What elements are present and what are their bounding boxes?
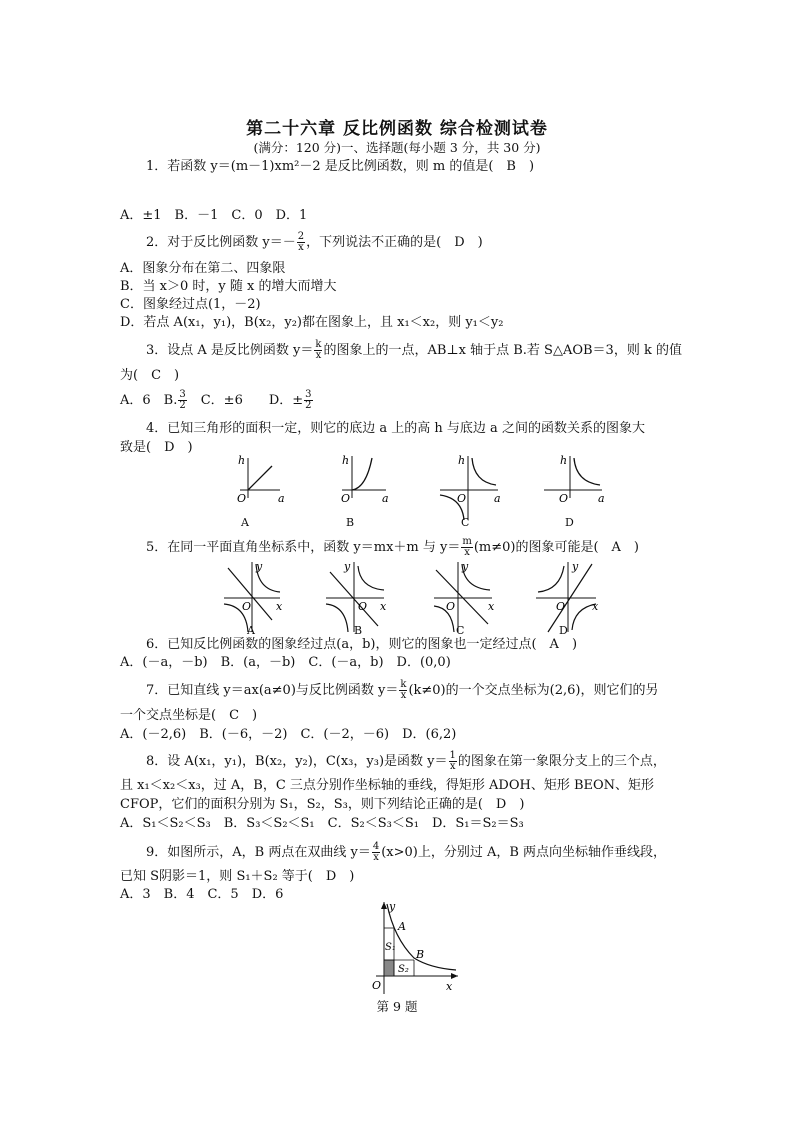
q4-stem-b: 致是( D ) (120, 440, 193, 455)
q3-frac-num: k (315, 339, 322, 350)
q4-b-a: a (382, 492, 389, 505)
q3-opt-b-num: 3 (179, 389, 186, 400)
q7-frac-num: k (400, 679, 407, 690)
q3-opt-d-fraction (304, 390, 312, 411)
q2-option-c: C．图象经过点(1，－2) (120, 297, 261, 312)
q4-d-o: O (559, 492, 569, 505)
q8-stem-d: CFOP，它们的面积分别为 S₁，S₂，S₃，则下列结论正确的是( D ) (120, 797, 525, 812)
page-subtitle: (满分：120 分)一、选择题(每小题 3 分，共 30 分) (253, 140, 541, 155)
q5-graphs (220, 558, 610, 636)
q5-stem (146, 537, 639, 558)
q9-fig-s1: S₁ (385, 942, 396, 953)
q5-c-o: O (446, 600, 456, 613)
q4-a-o: O (237, 492, 247, 505)
q5-b-x: x (380, 600, 387, 613)
q7-options: A．(－2,6) B．(－6，－2) C．(－2，－6) D．(6,2) (120, 727, 457, 742)
q7-fraction (399, 680, 407, 701)
q9-stem-c: 已知 S阴影＝1，则 S₁＋S₂ 等于( D ) (120, 869, 355, 884)
q3-stem-b: 的图象上的一点，AB⊥x 轴于点 B.若 S△AOB＝3，则 k 的值 (323, 343, 682, 358)
q3-stem-c: 为( C ) (120, 368, 180, 383)
q9-fig-b: B (416, 948, 425, 961)
q5-label-b: B (354, 624, 363, 637)
q5-d-y: y (572, 560, 579, 573)
q4-a-a: a (278, 492, 285, 505)
page-title: 第二十六章 反比例函数 综合检测试卷 (246, 119, 548, 139)
q3-opt-mid: C．±6 D．± (187, 393, 304, 408)
q8-options: A．S₁＜S₂＜S₃ B．S₃＜S₂＜S₁ C．S₂＜S₃＜S₁ D．S₁＝S₂＝S₃ (120, 816, 524, 831)
q5-frac-den: x (464, 547, 470, 558)
q9-stem-b: (x>0)上，分别过 A，B 两点向坐标轴作垂线段， (381, 845, 667, 860)
q5-stem-b: (m≠0)的图象可能是( A ) (473, 540, 639, 555)
q5-graph-a (224, 560, 283, 632)
q8-frac-num: 1 (449, 750, 456, 761)
q3-frac-den: x (315, 350, 322, 361)
q4-a-h: h (238, 454, 246, 467)
q4-stem-a: 4．已知三角形的面积一定，则它的底边 a 上的高 h 与底边 a 之间的函数关系的图象大 (146, 421, 645, 436)
q5-a-y: y (256, 560, 263, 573)
q2-option-b: B．当 x＞0 时，y 随 x 的增大而增大 (120, 279, 337, 294)
q3-stem-a: 3．设点 A 是反比例函数 y＝ (146, 343, 314, 358)
q2-frac-num: 2 (297, 231, 305, 242)
q2-stem-a: 2．对于反比例函数 y＝－ (146, 235, 296, 250)
q8-stem-c: 且 x₁＜x₂＜x₃，过 A，B，C 三点分别作坐标轴的垂线，得矩形 ADOH、矩形 BEON、矩形 (120, 778, 655, 793)
q5-graph-d (536, 560, 599, 632)
q5-label-c: C (456, 624, 465, 637)
q9-options: A．3 B．4 C．5 D．6 (120, 887, 284, 902)
q5-label-a: A (247, 624, 255, 637)
q8-stem-b: 的图象在第一象限分支上的三个点， (457, 754, 666, 769)
q4-graph-b (341, 454, 389, 505)
q9-fig-s2: S₂ (398, 964, 409, 975)
q3-fraction (314, 340, 322, 361)
q4-c-h: h (458, 454, 466, 467)
q5-graph-c (434, 560, 495, 632)
q8-frac-den: x (449, 761, 456, 772)
q3-opt-d-den: 2 (305, 400, 312, 411)
q9-stem (146, 842, 666, 863)
q8-stem (146, 751, 666, 772)
q8-stem-a: 8．设 A(x₁，y₁)，B(x₂，y₂)，C(x₃，y₃)是函数 y＝ (146, 754, 448, 769)
q5-b-y: y (344, 560, 351, 573)
q2-option-a: A．图象分布在第二、四象限 (120, 261, 286, 276)
q3-opt-a: A．6 B. (120, 393, 178, 408)
q2-fraction (297, 232, 305, 253)
q2-frac-den: x (298, 242, 304, 253)
q9-frac-num: 4 (372, 841, 380, 852)
q5-stem-a: 5．在同一平面直角坐标系中，函数 y＝mx＋m 与 y＝ (146, 540, 461, 555)
q3-options (120, 390, 314, 411)
q8-fraction (449, 751, 457, 772)
q9-fig-o: O (372, 979, 382, 992)
q5-c-x: x (488, 600, 495, 613)
q4-graph-a (237, 454, 285, 505)
q5-fraction (461, 537, 472, 558)
q9-stem-a: 9．如图所示，A，B 两点在双曲线 y＝ (146, 845, 371, 860)
q3-opt-d-num: 3 (305, 389, 312, 400)
q4-graphs (210, 450, 610, 530)
q7-stem (146, 680, 658, 701)
q9-fig-x: x (446, 980, 453, 993)
q4-d-a: a (598, 492, 605, 505)
q1-options: A．±1 B．－1 C．0 D．1 (120, 208, 308, 223)
q5-graph-b (326, 560, 387, 632)
q2-stem (146, 232, 483, 253)
q7-stem-c: 一个交点坐标是( C ) (120, 708, 258, 723)
q3-opt-b-fraction (178, 390, 186, 411)
q9-fig-y: y (389, 900, 396, 913)
q9-caption: 第 9 题 (376, 999, 418, 1014)
q4-label-d: D (565, 516, 574, 529)
q4-label-a: A (241, 516, 249, 529)
q9-frac-den: x (373, 852, 379, 863)
q5-c-y: y (462, 560, 469, 573)
q5-label-d: D (559, 624, 568, 637)
q2-stem-b: ，下列说法不正确的是( D ) (306, 235, 483, 250)
q4-d-h: h (560, 454, 568, 467)
q7-stem-b: (k≠0)的一个交点坐标为(2,6)，则它们的另 (408, 683, 659, 698)
q4-label-c: C (461, 516, 470, 529)
q3-opt-b-den: 2 (179, 400, 186, 411)
q9-figure (368, 900, 462, 996)
q6-stem: 6．已知反比例函数的图象经过点(a，b)，则它的图象也一定经过点( A ) (146, 637, 578, 652)
q5-b-o: O (358, 600, 368, 613)
q3-stem (146, 340, 682, 361)
q4-b-o: O (341, 492, 351, 505)
q5-a-x: x (276, 600, 283, 613)
q7-frac-den: x (400, 690, 407, 701)
q4-graph-c (440, 454, 501, 520)
q4-graph-d (544, 454, 605, 505)
q9-fraction (372, 842, 380, 863)
q7-stem-a: 7．已知直线 y＝ax(a≠0)与反比例函数 y＝ (146, 683, 399, 698)
q1-stem: 1．若函数 y＝(m－1)xm²－2 是反比例函数，则 m 的值是( B ) (146, 159, 535, 174)
q6-options: A．(－a，－b) B．(a，－b) C．(－a，b) D．(0,0) (120, 655, 451, 670)
q9-fig-a: A (398, 920, 406, 933)
q4-label-b: B (346, 516, 355, 529)
q5-a-o: O (242, 600, 252, 613)
q5-d-o: O (556, 600, 566, 613)
q5-d-x: x (592, 600, 599, 613)
q2-option-d: D．若点 A(x₁，y₁)，B(x₂，y₂)都在图象上，且 x₁＜x₂，则 y₁＜y₂ (120, 315, 504, 330)
q5-frac-num: m (462, 536, 472, 547)
q4-b-h: h (342, 454, 350, 467)
q4-c-o: O (457, 492, 467, 505)
q4-c-a: a (494, 492, 501, 505)
